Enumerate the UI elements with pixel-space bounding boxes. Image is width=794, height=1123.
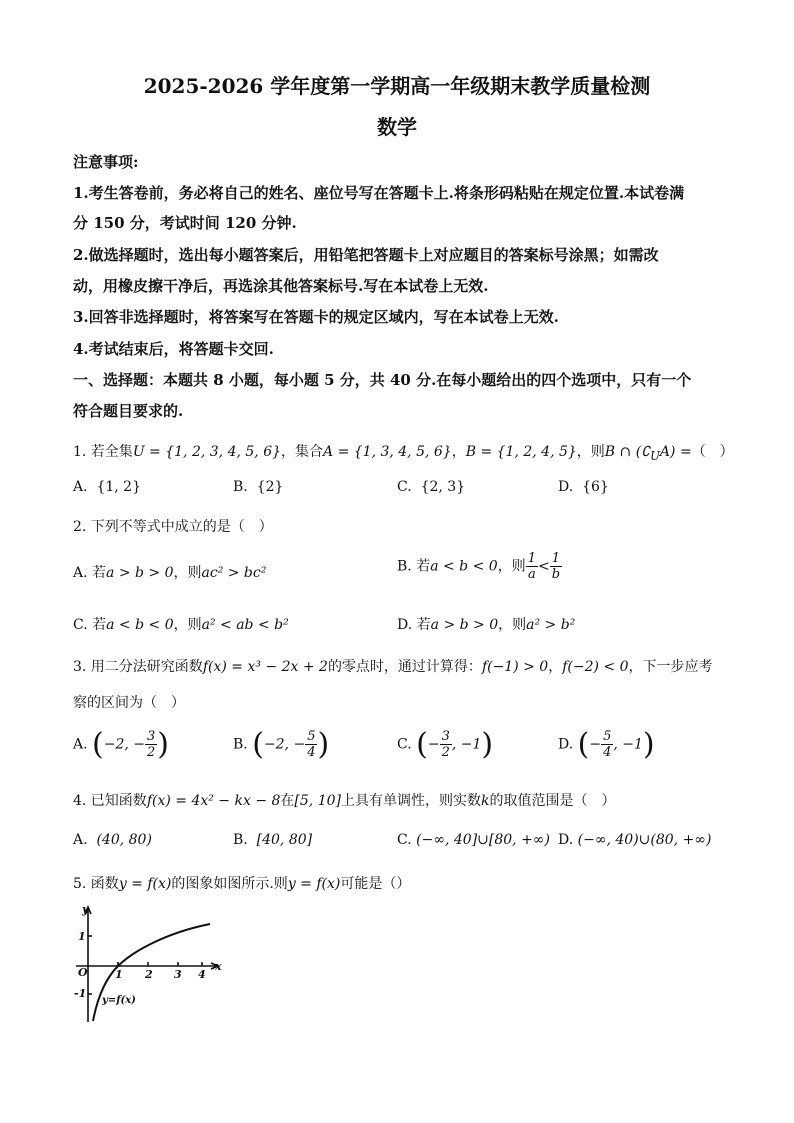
- note-1b: 分 150 分，考试时间 120 分钟.: [73, 214, 297, 232]
- q1-sub: U: [650, 448, 660, 463]
- question-3-stem-cont: 察的区间为（ ）: [73, 695, 185, 711]
- q1-expr: B ∩ (∁: [604, 444, 651, 460]
- note-4: 4.考试结束后，将答题卡交回.: [73, 340, 274, 358]
- y-tick-minus-1: -1: [74, 987, 87, 1000]
- q2-option-b[interactable]: B. 若a < b < 0，则 $\frac{1}{a}$ < $\frac{1}{b}$: [397, 551, 561, 582]
- q3-option-c[interactable]: C. (− $\frac{3}{2}$ , −1): [397, 727, 494, 762]
- q1-paren: （ ）: [691, 444, 734, 460]
- note-2a: 2.做选择题时，选出每小题答案后，用铅笔把答题卡上对应题目的答案标号涂黑；如需改: [73, 246, 659, 264]
- q4-option-d[interactable]: D. (−∞, 40)∪(80, +∞): [558, 832, 712, 848]
- note-3: 3.回答非选择题时，将答案写在答题卡的规定区域内，写在本试卷上无效.: [73, 308, 559, 326]
- x-tick-1: 1: [115, 968, 123, 981]
- exam-title: 2025-2026 学年度第一学期高一年级期末教学质量检测: [143, 74, 651, 98]
- x-tick-2: 2: [145, 968, 153, 981]
- x-tick-3: 3: [174, 968, 182, 981]
- q2-option-c[interactable]: C. 若a < b < 0，则a² < ab < b²: [73, 617, 289, 633]
- x-axis-label: x: [215, 960, 222, 973]
- q4-option-b[interactable]: B. [40, 80]: [233, 832, 313, 848]
- question-2-stem: 2. 下列不等式中成立的是（ ）: [73, 519, 273, 535]
- q1-pre: 1. 若全集: [73, 444, 133, 460]
- question-5-stem: 5. 函数y = f(x)的图象如图所示.则y = f(x)可能是（）: [73, 876, 411, 892]
- q1-set-a: A = {1, 3, 4, 5, 6}: [323, 444, 452, 460]
- y-tick-1: 1: [78, 930, 86, 943]
- q3-option-d[interactable]: D. (− $\frac{5}{4}$ , −1): [558, 727, 655, 762]
- exam-subject: 数学: [377, 115, 417, 139]
- q2-option-d[interactable]: D. 若a > b > 0，则a² > b²: [397, 617, 576, 633]
- q1-option-b[interactable]: B. {2}: [233, 479, 284, 495]
- note-2b: 动，用橡皮擦干净后，再选涂其他答案标号.写在本试卷上无效.: [73, 277, 489, 295]
- q1-mid2: ，: [451, 444, 466, 460]
- notes-heading: 注意事项:: [73, 153, 139, 171]
- q1-option-a[interactable]: A. {1, 2}: [73, 479, 141, 495]
- question-3-stem: 3. 用二分法研究函数f(x) = x³ − 2x + 2的零点时，通过计算得：f(−1) > 0，f(−2) < 0，下一步应考: [73, 659, 713, 675]
- origin-label: O: [78, 966, 88, 979]
- q3-option-a[interactable]: A. (−2, − $\frac{3}{2}$ ): [73, 727, 170, 762]
- q1-mid3: ，则: [576, 444, 605, 460]
- q1-universal-set: U = {1, 2, 3, 4, 5, 6}: [132, 444, 282, 460]
- y-axis-label: y: [82, 903, 89, 916]
- q1-option-d[interactable]: D. {6}: [558, 479, 609, 495]
- q1-expr2: A) =: [659, 444, 692, 460]
- q4-option-a[interactable]: A. (40, 80): [73, 832, 152, 848]
- q5-function-graph: [70, 900, 230, 1025]
- q3-option-b[interactable]: B. (−2, − $\frac{5}{4}$ ): [233, 727, 330, 762]
- x-tick-4: 4: [198, 968, 206, 981]
- section-1-heading-cont: 符合题目要求的.: [73, 402, 184, 420]
- q4-option-c[interactable]: C. (−∞, 40]∪[80, +∞): [397, 832, 550, 848]
- q1-mid1: ，集合: [281, 444, 324, 460]
- note-1a: 1.考生答卷前，务必将自己的姓名、座位号写在答题卡上.将条形码粘贴在规定位置.本试卷满: [73, 184, 685, 202]
- q1-set-b: B = {1, 2, 4, 5}: [465, 444, 577, 460]
- curve-label: y=f(x): [102, 995, 136, 1006]
- q2-option-a[interactable]: A. 若a > b > 0，则ac² > bc²: [73, 565, 267, 581]
- q1-option-c[interactable]: C. {2, 3}: [397, 479, 466, 495]
- question-1-stem: [73, 441, 734, 463]
- section-1-heading: 一、选择题：本题共 8 小题，每小题 5 分，共 40 分.在每小题给出的四个选项中，只有一个: [73, 371, 692, 389]
- question-4-stem: 4. 已知函数f(x) = 4x² − kx − 8在[5, 10]上具有单调性，则实数k的取值范围是（ ）: [73, 793, 616, 809]
